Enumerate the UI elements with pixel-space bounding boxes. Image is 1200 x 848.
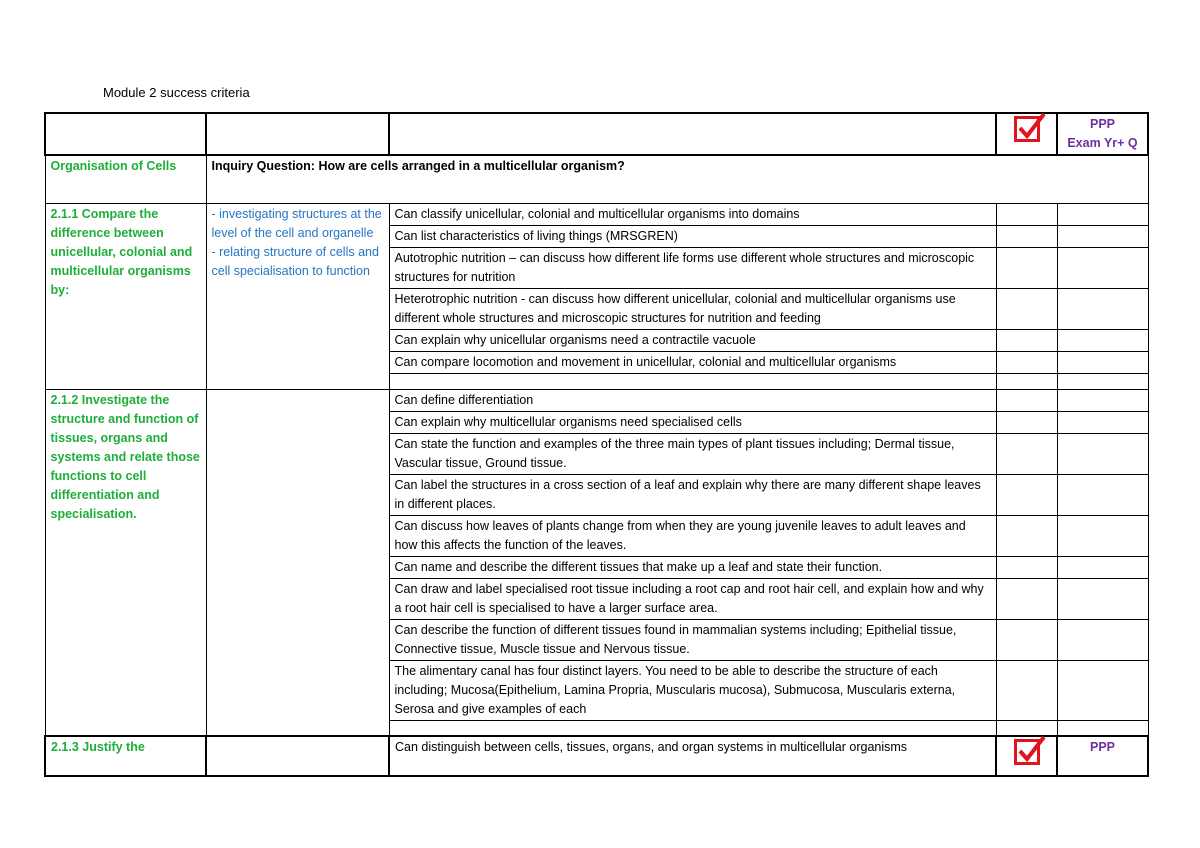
header-tick-cell (996, 113, 1057, 155)
tick-box[interactable] (996, 389, 1057, 411)
tick-box[interactable] (996, 556, 1057, 578)
objective-2-1-1: 2.1.1 Compare the difference between unicellular, colonial and multicellular organisms by: (45, 203, 206, 389)
checkbox-tick-icon (1014, 116, 1040, 142)
ppp-label: PPP (1089, 117, 1115, 131)
spacer-cell (1057, 720, 1148, 736)
ppp-box[interactable] (1057, 515, 1148, 556)
ppp-box[interactable] (1057, 329, 1148, 351)
tick-box[interactable] (996, 660, 1057, 720)
ppp-box[interactable] (1057, 351, 1148, 373)
ppp-box[interactable] (1057, 389, 1148, 411)
topic-title: Organisation of Cells (45, 155, 206, 203)
spacer-cell (1057, 373, 1148, 389)
inquiry-question: Inquiry Question: How are cells arranged in a multicellular organism? (206, 155, 1148, 203)
document-title: Module 2 success criteria (103, 85, 250, 100)
ppp-box[interactable] (1057, 474, 1148, 515)
ppp-box[interactable] (1057, 578, 1148, 619)
ppp-box[interactable] (1057, 433, 1148, 474)
checkbox-tick-icon (1014, 739, 1040, 765)
tick-box[interactable] (996, 474, 1057, 515)
tick-box[interactable] (996, 203, 1057, 225)
ppp-box[interactable] (1057, 288, 1148, 329)
criterion: Autotrophic nutrition – can discuss how different life forms use different whole structures and microscopic structures for nutrition (389, 247, 996, 288)
criterion: Can discuss how leaves of plants change from when they are young juvenile leaves to adult leaves and how this affects the function of the leaves. (389, 515, 996, 556)
tick-box[interactable] (996, 433, 1057, 474)
tick-box[interactable] (996, 351, 1057, 373)
ppp-box[interactable] (1057, 247, 1148, 288)
inquiry-note: - relating structure of cells and cell specialisation to function (211, 244, 379, 278)
spacer-cell (389, 720, 996, 736)
inquiry-notes-2-1-2 (206, 389, 389, 736)
criterion: Can label the structures in a cross section of a leaf and explain why there are many different shape leaves in different places. (389, 474, 996, 515)
exam-label: Exam Yr+ Q (1067, 136, 1138, 150)
ppp-box[interactable] (1057, 225, 1148, 247)
ppp-box[interactable] (1057, 411, 1148, 433)
criteria-row (45, 203, 1148, 225)
ppp-box[interactable] (1057, 556, 1148, 578)
criterion: Heterotrophic nutrition - can discuss how different unicellular, colonial and multicellular organisms use different whole structures and microscopic structures for nutrition and feeding (389, 288, 996, 329)
header-cell-empty-1 (45, 113, 206, 155)
criterion: Can compare locomotion and movement in unicellular, colonial and multicellular organisms (389, 351, 996, 373)
header-ppp-cell (1057, 113, 1148, 155)
criteria-row (45, 736, 1148, 776)
ppp-box[interactable] (1057, 660, 1148, 720)
inquiry-notes-2-1-1 (206, 203, 389, 389)
criterion: Can define differentiation (389, 389, 996, 411)
spacer-cell (389, 373, 996, 389)
criterion: Can explain why multicellular organisms need specialised cells (389, 411, 996, 433)
objective-2-1-3: 2.1.3 Justify the (45, 736, 206, 776)
tick-box[interactable] (996, 247, 1057, 288)
criterion: Can explain why unicellular organisms need a contractile vacuole (389, 329, 996, 351)
header-cell-empty-2 (206, 113, 389, 155)
inquiry-note: - investigating structures at the level of the cell and organelle (211, 206, 382, 240)
criterion: Can state the function and examples of the three main types of plant tissues including; Dermal tissue, Vascular tissue, Ground tissue. (389, 433, 996, 474)
spacer-cell (996, 373, 1057, 389)
inquiry-notes-2-1-3 (206, 736, 389, 776)
tick-box[interactable] (996, 288, 1057, 329)
criterion: Can describe the function of different tissues found in mammalian systems including; Epithelial tissue, Connective tissue, Muscle tissue and Nervous tissue. (389, 619, 996, 660)
criteria-row (45, 389, 1148, 411)
criterion: Can name and describe the different tissues that make up a leaf and state their function. (389, 556, 996, 578)
criterion: The alimentary canal has four distinct layers. You need to be able to describe the structure of each including; Mucosa(Epithelium, Lamina Propria, Muscularis mucosa), Submucosa, Muscularis externa, Serosa and give examples of each (389, 660, 996, 720)
tick-box[interactable] (996, 329, 1057, 351)
tick-box[interactable] (996, 736, 1057, 776)
success-criteria-table (44, 112, 1149, 777)
objective-2-1-2: 2.1.2 Investigate the structure and function of tissues, organs and systems and relate those functions to cell differentiation and specialisation. (45, 389, 206, 736)
tick-box[interactable] (996, 578, 1057, 619)
criterion: Can draw and label specialised root tissue including a root cap and root hair cell, and explain how and why a root hair cell is specialised to have a larger surface area. (389, 578, 996, 619)
ppp-box[interactable] (1057, 736, 1148, 776)
tick-box[interactable] (996, 619, 1057, 660)
tick-box[interactable] (996, 515, 1057, 556)
ppp-box[interactable] (1057, 203, 1148, 225)
criterion: Can list characteristics of living things (MRSGREN) (389, 225, 996, 247)
ppp-box[interactable] (1057, 619, 1148, 660)
tick-box[interactable] (996, 411, 1057, 433)
tick-box[interactable] (996, 225, 1057, 247)
criterion: Can classify unicellular, colonial and multicellular organisms into domains (389, 203, 996, 225)
topic-row (45, 155, 1148, 203)
criterion: Can distinguish between cells, tissues, organs, and organ systems in multicellular organisms (389, 736, 996, 776)
ppp-label: PPP (1089, 740, 1115, 754)
header-cell-empty-3 (389, 113, 996, 155)
header-row (45, 113, 1148, 155)
